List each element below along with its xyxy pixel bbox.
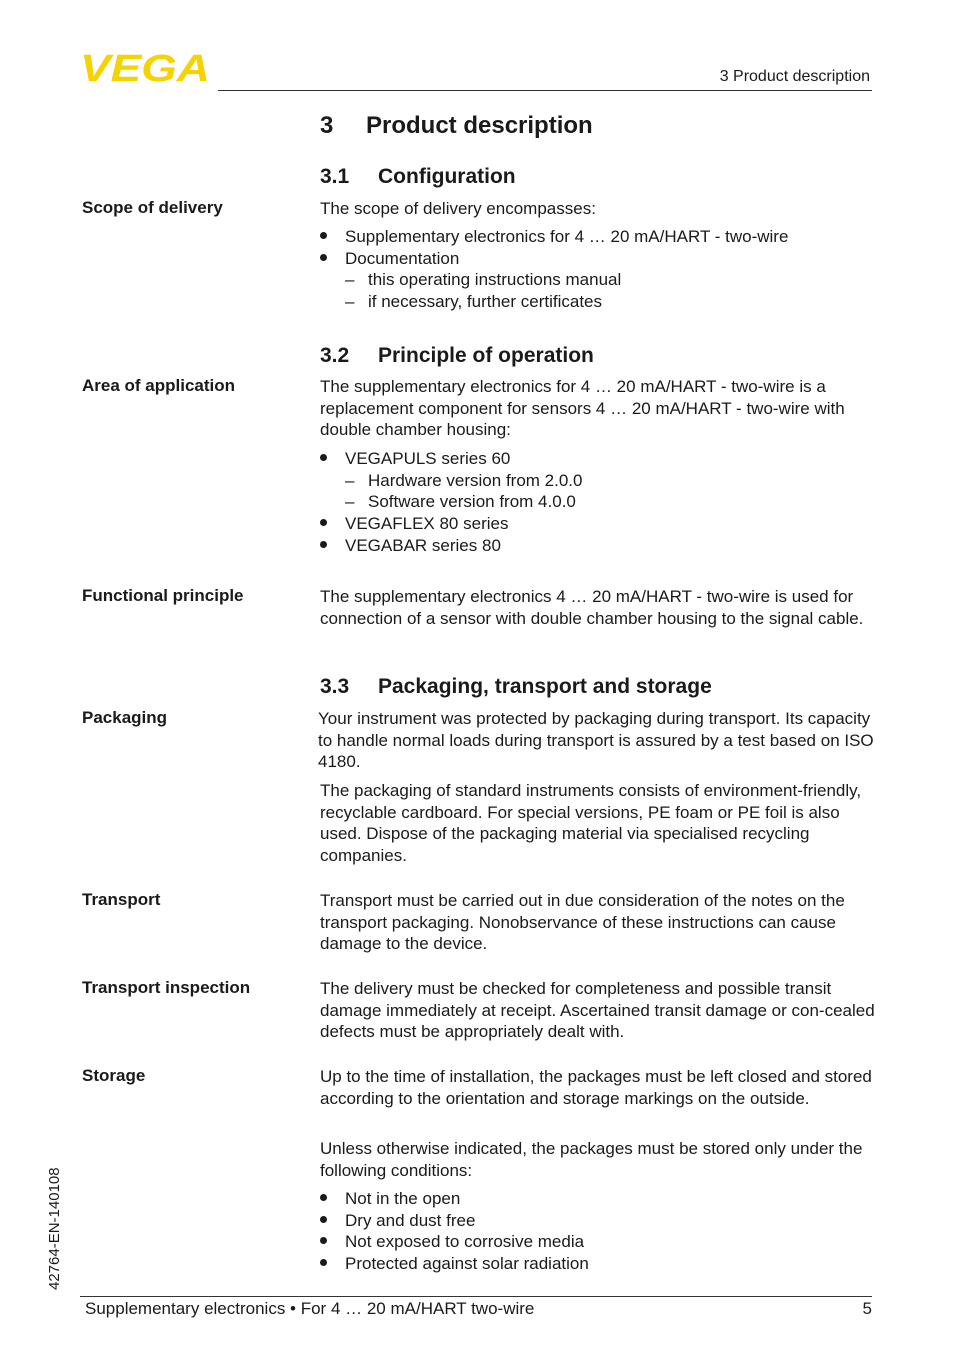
list-item: Supplementary electronics for 4 … 20 mA/HART - two-wire: [320, 226, 788, 248]
margin-label-functional: Functional principle: [82, 586, 244, 605]
area-text: The supplementary electronics for 4 … 20 mA/HART - two-wire is a replacement component for sensors 4 … 20 mA/HART - two-wire with double chamber housing:: [320, 377, 845, 440]
scope-intro: The scope of delivery encompasses:: [320, 199, 596, 218]
section-heading-principle: 3.2 Principle of operation: [320, 344, 594, 367]
margin-label-packaging: Packaging: [82, 708, 168, 727]
list-item: VEGABAR series 80: [320, 535, 501, 557]
page-number: 5: [862, 1299, 872, 1318]
packaging-text-1: Your instrument was protected by packaging during transport. Its capacity to handle normal loads during transport is assured by a test based on ISO 4180.: [318, 709, 874, 772]
margin-label-storage: Storage: [82, 1066, 146, 1085]
svg-text:VEGA: VEGA: [80, 50, 210, 84]
sub-list-item: – Hardware version from 2.0.0: [345, 471, 583, 490]
list-item: Dry and dust free: [320, 1210, 475, 1232]
inspection-text: The delivery must be checked for completeness and possible transit damage immediately at receipt. Ascertained transit damage or con-cealed defects must be appropriately dealt with.: [320, 979, 875, 1042]
storage-text-1: Up to the time of installation, the packages must be left closed and stored according to the orientation and storage markings on the outside.: [320, 1067, 872, 1108]
list-item: VEGAPULS series 60: [320, 448, 510, 470]
header-divider: [218, 90, 872, 91]
list-item: Protected against solar radiation: [320, 1253, 589, 1275]
footer-divider: [80, 1296, 872, 1297]
vega-logo: [80, 50, 212, 84]
section-heading-packaging: 3.3 Packaging, transport and storage: [320, 675, 712, 698]
footer-title: Supplementary electronics • For 4 … 20 mA/HART two-wire: [85, 1299, 535, 1318]
list-item: Not in the open: [320, 1188, 460, 1210]
header-section-title: 3 Product description: [719, 68, 870, 85]
list-item: Not exposed to corrosive media: [320, 1231, 584, 1253]
margin-label-inspection: Transport inspection: [82, 978, 251, 997]
list-item: VEGAFLEX 80 series: [320, 513, 508, 535]
sub-list-item: – this operating instructions manual: [345, 270, 622, 289]
transport-text: Transport must be carried out in due consideration of the notes on the transport packaging. Nonobservance of these instructions can cause damage to the device.: [320, 891, 845, 954]
margin-label-area: Area of application: [82, 376, 236, 395]
chapter-heading: 3 Product description: [320, 112, 593, 139]
section-heading-configuration: 3.1 Configuration: [320, 165, 516, 188]
functional-text: The supplementary electronics 4 … 20 mA/HART - two-wire is used for connection of a sensor with double chamber housing to the signal cable.: [320, 587, 864, 628]
margin-label-transport: Transport: [82, 890, 161, 909]
packaging-text-2: The packaging of standard instruments consists of environment-friendly, recyclable cardboard. For special versions, PE foam or PE foil is also used. Dispose of the packaging material via specialised recycling companies.: [320, 781, 862, 866]
document-code: 42764-EN-140108: [46, 1167, 63, 1290]
list-item: Documentation: [320, 248, 459, 270]
storage-text-2: Unless otherwise indicated, the packages must be stored only under the following conditions:: [320, 1139, 863, 1180]
sub-list-item: – Software version from 4.0.0: [345, 492, 576, 511]
margin-label-scope: Scope of delivery: [82, 198, 223, 217]
sub-list-item: – if necessary, further certificates: [345, 292, 602, 311]
